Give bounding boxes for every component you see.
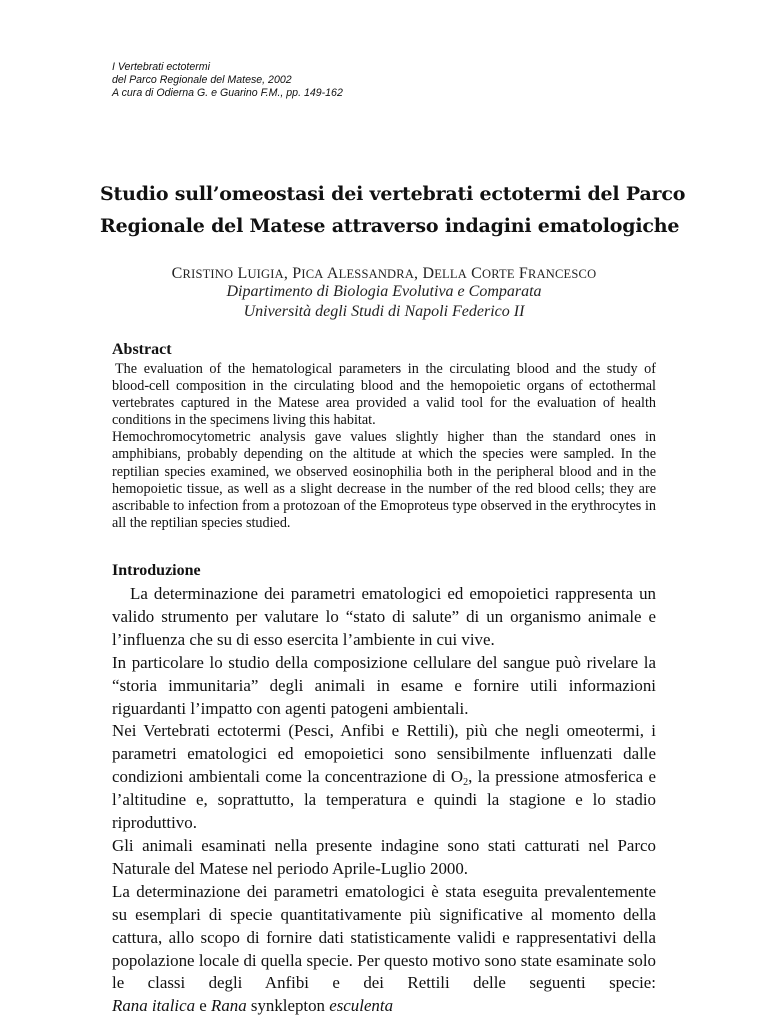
source-citation	[112, 61, 343, 100]
author-text: P	[292, 265, 302, 282]
author-text: RANCESCO	[528, 267, 597, 281]
source-line: del Parco Regionale del Matese, 2002	[112, 74, 292, 86]
intro-text: Nei Vertebrati ectotermi (Pesci, Anfibi e Rettili), più che negli omeotermi, i parametri ematologici ed emopoietici sono sensibilmente influenzati dalle condizioni ambientali come la concentrazione di O	[112, 721, 656, 787]
author-text: ELLA	[434, 267, 467, 281]
abstract-paragraph: Hemochromocytometric analysis gave values slightly higher than the standard ones in amphibians, probably depending on the altitude at which the species were sampled. In the reptilian species examined, we observed eosinophilia both in the peripheral blood and in the hemopoietic tissue, as well as a slight decrease in the number of the red blood cells; they are ascribable to infection from a protozoan of the Emoproteus type observed in the erythrocytes in all the reptilian species studied.	[112, 429, 656, 531]
source-line: I Vertebrati ectotermi	[112, 61, 210, 73]
author-text: LESSANDRA	[338, 267, 415, 281]
author-text: F	[518, 265, 529, 282]
intro-text: , la pressione atmosferica e l’altitudine e, soprattutto, la temperatura e quindi la stagione e lo stadio riproduttivo.	[112, 767, 657, 833]
intro-paragraph: La determinazione dei parametri ematologici ed emopoietici rappresenta un valido strumento per valutare lo “stato di salute” di un organismo animale e l’influenza che su di esso esercita l’ambiente in cui vive.	[112, 584, 656, 649]
affiliation-line: Dipartimento di Biologia Evolutiva e Comparata	[226, 283, 542, 300]
author-list: CRISTINO LUIGIA, PICA ALESSANDRA, DELLA CORTE FRANCESCO	[171, 265, 597, 282]
affiliation	[100, 282, 668, 322]
intro-paragraph	[112, 720, 656, 835]
author-text: UIGIA	[247, 267, 284, 281]
author-text: L	[237, 265, 248, 282]
species-name: esculenta	[329, 996, 394, 1016]
intro-body	[112, 583, 656, 1018]
author-text: RISTINO	[182, 267, 234, 281]
intro-text: e	[195, 996, 211, 1016]
intro-text: synklepton	[246, 996, 330, 1016]
source-line: A cura di Odierna G. e Guarino F.M., pp. 149-162	[112, 87, 343, 99]
subscript-text: 2	[463, 777, 469, 789]
author-text: C	[171, 265, 183, 282]
abstract-body	[112, 361, 656, 532]
intro-text: La determinazione dei parametri ematologici è stata eseguita prevalentemente su esemplari di specie quantitativamente più significative al momento della cattura, allo scopo di fornire dati statisticamente validi e rappresentativi della popolazione locale di quella specie. Per questo motivo sono state esaminate solo le classi degli Anfibi e dei Rettili delle seguenti specie:	[112, 881, 656, 993]
affiliation-line: Università degli Studi di Napoli Federico II	[243, 303, 525, 320]
abstract-heading: Abstract	[112, 341, 172, 358]
author-text: D	[422, 265, 435, 282]
species-name: Rana italica	[112, 996, 196, 1016]
species-name: Rana	[211, 996, 247, 1016]
abstract-paragraph: The evaluation of the hematological parameters in the circulating blood and the study of blood-cell composition in the circulating blood and the hemopoietic organs of ectothermal vertebrates captured in the Matese area provided a valid tool for the evaluation of health conditions in the specimens living this habitat.	[112, 361, 656, 429]
author-text: ORTE	[482, 267, 515, 281]
title-line: Studio sull’omeostasi dei vertebrati ectotermi del Parco	[100, 183, 686, 205]
species-names	[112, 996, 393, 1015]
intro-paragraph: In particolare lo studio della composizione cellulare del sangue può rivelare la “storia immunitaria” degli animali in esame e fornire utili informazioni riguardanti l’impatto con agenti patogeni ambientali.	[112, 652, 656, 718]
author-text: A	[326, 265, 339, 282]
author-text: C	[471, 265, 483, 282]
intro-paragraph	[112, 881, 656, 1018]
intro-paragraph: Gli animali esaminati nella presente indagine sono stati catturati nel Parco Naturale del Matese nel periodo Aprile-Luglio 2000.	[112, 835, 656, 878]
title-line: Regionale del Matese attraverso indagini ematologiche	[100, 215, 680, 237]
author-text: ICA	[301, 267, 324, 281]
paper-title	[100, 178, 686, 242]
intro-heading: Introduzione	[112, 562, 201, 579]
